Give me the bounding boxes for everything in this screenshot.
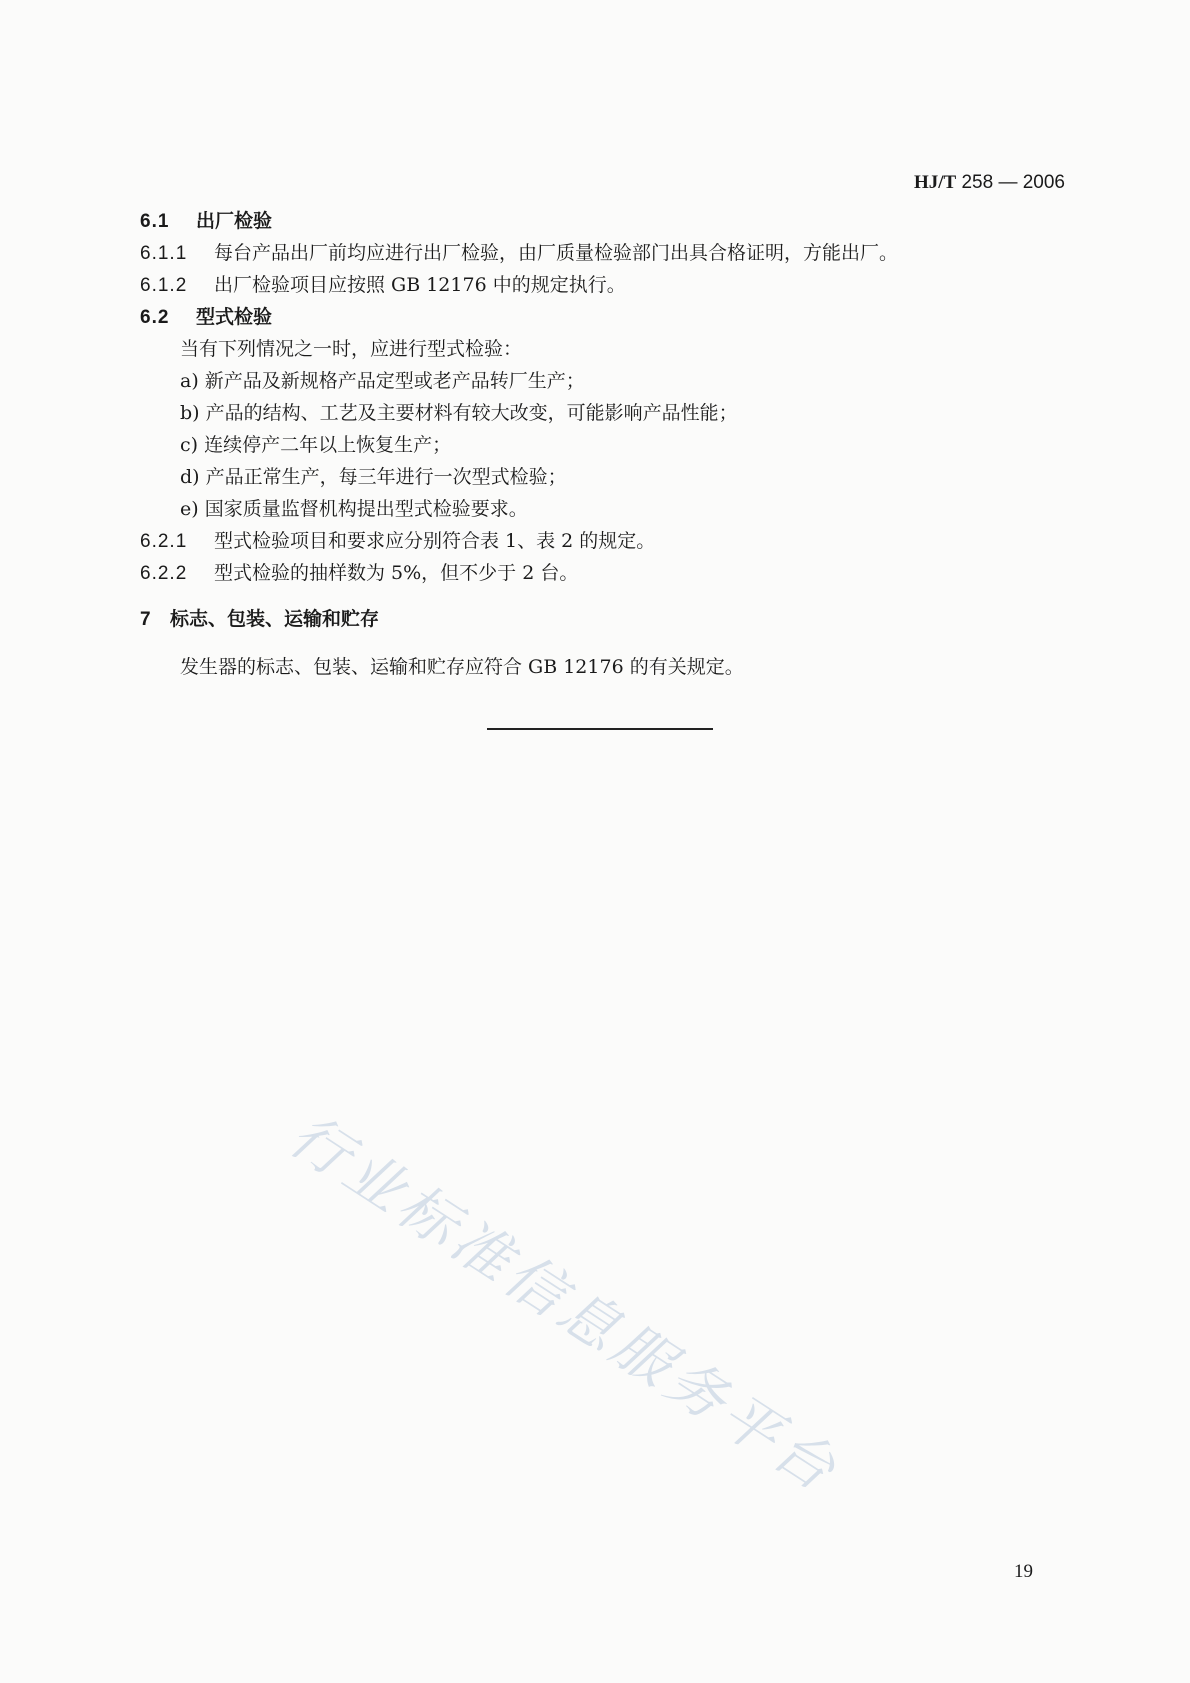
list-item: c) 连续停产二年以上恢复生产； <box>180 434 452 456</box>
section-6-1-number: 6.1 <box>140 211 170 232</box>
page-number: 19 <box>1014 1561 1033 1582</box>
list-item: a) 新产品及新规格产品定型或老产品转厂生产； <box>180 370 585 392</box>
section-7-number: 7 <box>140 609 152 630</box>
list-item: d) 产品正常生产，每三年进行一次型式检验； <box>180 466 567 488</box>
section-6-2-heading <box>140 302 272 329</box>
clause-6-1-1-text: 每台产品出厂前均应进行出厂检验，由厂质量检验部门出具合格证明，方能出厂。 <box>214 242 899 264</box>
clause-6-1-2-text: 出厂检验项目应按照 GB 12176 中的规定执行。 <box>214 274 626 296</box>
section-6-1-heading <box>140 206 272 233</box>
section-7-heading <box>140 604 379 631</box>
standard-code <box>914 172 1065 194</box>
list-item: b) 产品的结构、工艺及主要材料有较大改变，可能影响产品性能； <box>180 402 738 424</box>
section-7-paragraph: 发生器的标志、包装、运输和贮存应符合 GB 12176 的有关规定。 <box>180 656 744 678</box>
clause-6-2-2-number: 6.2.2 <box>140 563 188 584</box>
clause-6-2-2-text: 型式检验的抽样数为 5%，但不少于 2 台。 <box>214 562 579 584</box>
clause-6-2-2 <box>140 558 578 585</box>
standard-prefix: HJ/T <box>913 172 957 193</box>
section-6-2-number: 6.2 <box>140 307 170 328</box>
section-6-1-title: 出厂检验 <box>196 210 273 232</box>
standard-number: 258 — 2006 <box>961 172 1065 193</box>
clause-6-1-1-number: 6.1.1 <box>140 243 188 264</box>
watermark: 行业标准信息服务平台 <box>277 1100 852 1507</box>
section-6-2-title: 型式检验 <box>196 306 273 328</box>
clause-6-2-1 <box>140 526 655 553</box>
clause-6-1-1 <box>140 238 898 265</box>
clause-6-2-1-number: 6.2.1 <box>140 531 188 552</box>
section-7-title: 标志、包装、运输和贮存 <box>170 608 380 630</box>
intro-paragraph: 当有下列情况之一时，应进行型式检验： <box>180 338 523 360</box>
clause-6-1-2-number: 6.1.2 <box>140 275 188 296</box>
clause-6-2-1-text: 型式检验项目和要求应分别符合表 1、表 2 的规定。 <box>214 530 656 552</box>
list-item: e) 国家质量监督机构提出型式检验要求。 <box>180 498 528 520</box>
end-rule <box>487 728 713 730</box>
clause-6-1-2 <box>140 270 626 297</box>
